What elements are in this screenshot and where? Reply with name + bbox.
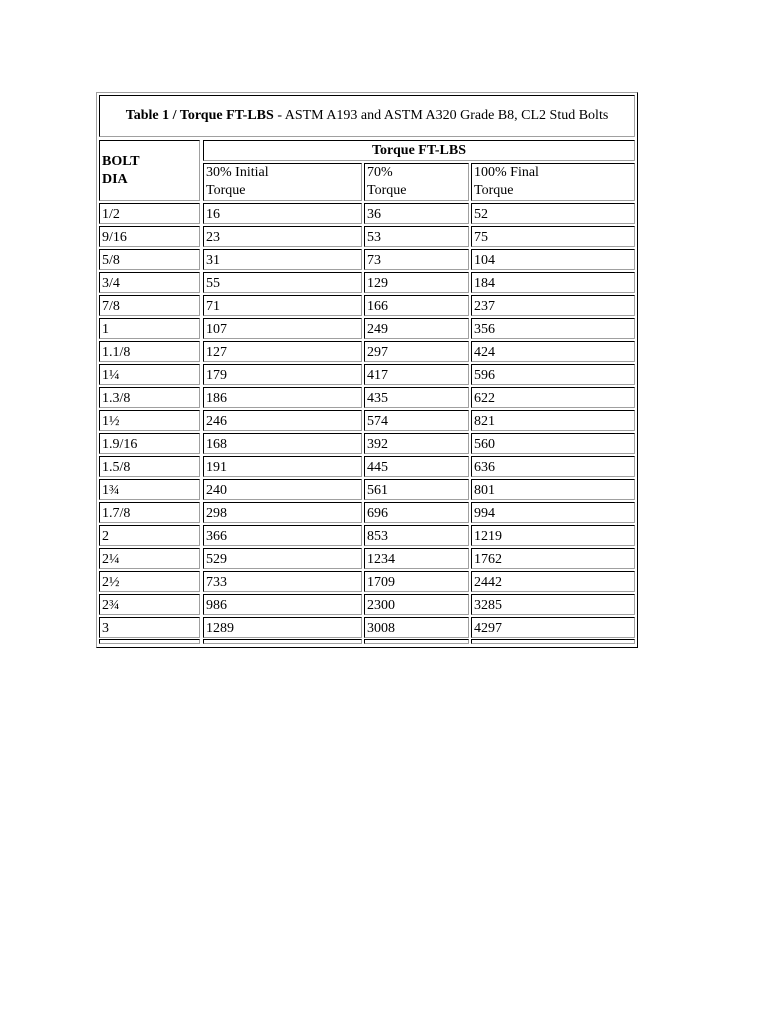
initial-torque-cell: 71 (203, 295, 362, 316)
seventy-torque-cell: 853 (364, 525, 469, 546)
bolt-dia-cell: 1½ (99, 410, 200, 431)
final-torque-header-line2: Torque (474, 183, 514, 198)
initial-torque-header (203, 163, 362, 201)
initial-torque-cell: 186 (203, 387, 362, 408)
seventy-torque-header-line1: 70% (367, 165, 393, 180)
seventy-torque-cell: 1234 (364, 548, 469, 569)
bolt-dia-cell: 2¼ (99, 548, 200, 569)
final-torque-cell: 2442 (471, 571, 635, 592)
bolt-dia-cell: 1/2 (99, 203, 200, 224)
bolt-dia-cell: 1.1/8 (99, 341, 200, 362)
table-title-rest: - ASTM A193 and ASTM A320 Grade B8, CL2 Stud Bolts (273, 108, 609, 123)
bolt-dia-cell: 1¾ (99, 479, 200, 500)
final-torque-cell: 3285 (471, 594, 635, 615)
seventy-torque-cell: 36 (364, 203, 469, 224)
bolt-dia-cell: 9/16 (99, 226, 200, 247)
initial-torque-cell: 366 (203, 525, 362, 546)
bolt-dia-header-line1: BOLT (102, 154, 140, 169)
seventy-torque-cell: 53 (364, 226, 469, 247)
seventy-torque-cell: 445 (364, 456, 469, 477)
table-bottom-spacer (99, 639, 200, 644)
seventy-torque-cell: 2300 (364, 594, 469, 615)
initial-torque-cell: 16 (203, 203, 362, 224)
final-torque-header-line1: 100% Final (474, 165, 539, 180)
seventy-torque-cell: 249 (364, 318, 469, 339)
initial-torque-cell: 240 (203, 479, 362, 500)
bolt-dia-cell: 1.3/8 (99, 387, 200, 408)
final-torque-cell: 1762 (471, 548, 635, 569)
seventy-torque-cell: 392 (364, 433, 469, 454)
bolt-dia-cell: 1¼ (99, 364, 200, 385)
initial-torque-cell: 191 (203, 456, 362, 477)
seventy-torque-cell: 696 (364, 502, 469, 523)
final-torque-cell: 237 (471, 295, 635, 316)
torque-table (96, 92, 638, 648)
table-title (99, 95, 635, 137)
bolt-dia-cell: 1.7/8 (99, 502, 200, 523)
seventy-torque-cell: 561 (364, 479, 469, 500)
seventy-torque-cell: 73 (364, 249, 469, 270)
seventy-torque-cell: 297 (364, 341, 469, 362)
bolt-dia-header-line2: DIA (102, 172, 128, 187)
table-bottom-spacer (203, 639, 362, 644)
bolt-dia-cell: 1.9/16 (99, 433, 200, 454)
final-torque-cell: 184 (471, 272, 635, 293)
initial-torque-header-line2: Torque (206, 183, 246, 198)
seventy-torque-cell: 129 (364, 272, 469, 293)
initial-torque-cell: 107 (203, 318, 362, 339)
bolt-dia-cell: 2½ (99, 571, 200, 592)
final-torque-cell: 356 (471, 318, 635, 339)
initial-torque-header-line1: 30% Initial (206, 165, 269, 180)
seventy-torque-header (364, 163, 469, 201)
initial-torque-cell: 733 (203, 571, 362, 592)
seventy-torque-cell: 1709 (364, 571, 469, 592)
initial-torque-cell: 298 (203, 502, 362, 523)
final-torque-header (471, 163, 635, 201)
final-torque-cell: 75 (471, 226, 635, 247)
bolt-dia-cell: 7/8 (99, 295, 200, 316)
initial-torque-cell: 127 (203, 341, 362, 362)
final-torque-cell: 821 (471, 410, 635, 431)
table-bottom-spacer (364, 639, 469, 644)
initial-torque-cell: 31 (203, 249, 362, 270)
final-torque-cell: 636 (471, 456, 635, 477)
initial-torque-cell: 23 (203, 226, 362, 247)
seventy-torque-cell: 417 (364, 364, 469, 385)
bolt-dia-cell: 1 (99, 318, 200, 339)
seventy-torque-cell: 3008 (364, 617, 469, 638)
final-torque-cell: 622 (471, 387, 635, 408)
final-torque-cell: 560 (471, 433, 635, 454)
final-torque-cell: 4297 (471, 617, 635, 638)
bolt-dia-cell: 3/4 (99, 272, 200, 293)
final-torque-cell: 596 (471, 364, 635, 385)
bolt-dia-header (99, 140, 200, 201)
initial-torque-cell: 55 (203, 272, 362, 293)
bolt-dia-cell: 1.5/8 (99, 456, 200, 477)
initial-torque-cell: 986 (203, 594, 362, 615)
seventy-torque-cell: 435 (364, 387, 469, 408)
bolt-dia-cell: 5/8 (99, 249, 200, 270)
seventy-torque-header-line2: Torque (367, 183, 407, 198)
final-torque-cell: 424 (471, 341, 635, 362)
bolt-dia-cell: 2 (99, 525, 200, 546)
final-torque-cell: 52 (471, 203, 635, 224)
table-bottom-spacer (471, 639, 635, 644)
final-torque-cell: 1219 (471, 525, 635, 546)
table-title-bold: Table 1 / Torque FT-LBS (125, 108, 274, 123)
torque-group-header: Torque FT-LBS (203, 140, 635, 161)
final-torque-cell: 801 (471, 479, 635, 500)
seventy-torque-cell: 574 (364, 410, 469, 431)
initial-torque-cell: 1289 (203, 617, 362, 638)
initial-torque-cell: 529 (203, 548, 362, 569)
bolt-dia-cell: 2¾ (99, 594, 200, 615)
final-torque-cell: 104 (471, 249, 635, 270)
seventy-torque-cell: 166 (364, 295, 469, 316)
bolt-dia-cell: 3 (99, 617, 200, 638)
initial-torque-cell: 246 (203, 410, 362, 431)
initial-torque-cell: 179 (203, 364, 362, 385)
initial-torque-cell: 168 (203, 433, 362, 454)
final-torque-cell: 994 (471, 502, 635, 523)
